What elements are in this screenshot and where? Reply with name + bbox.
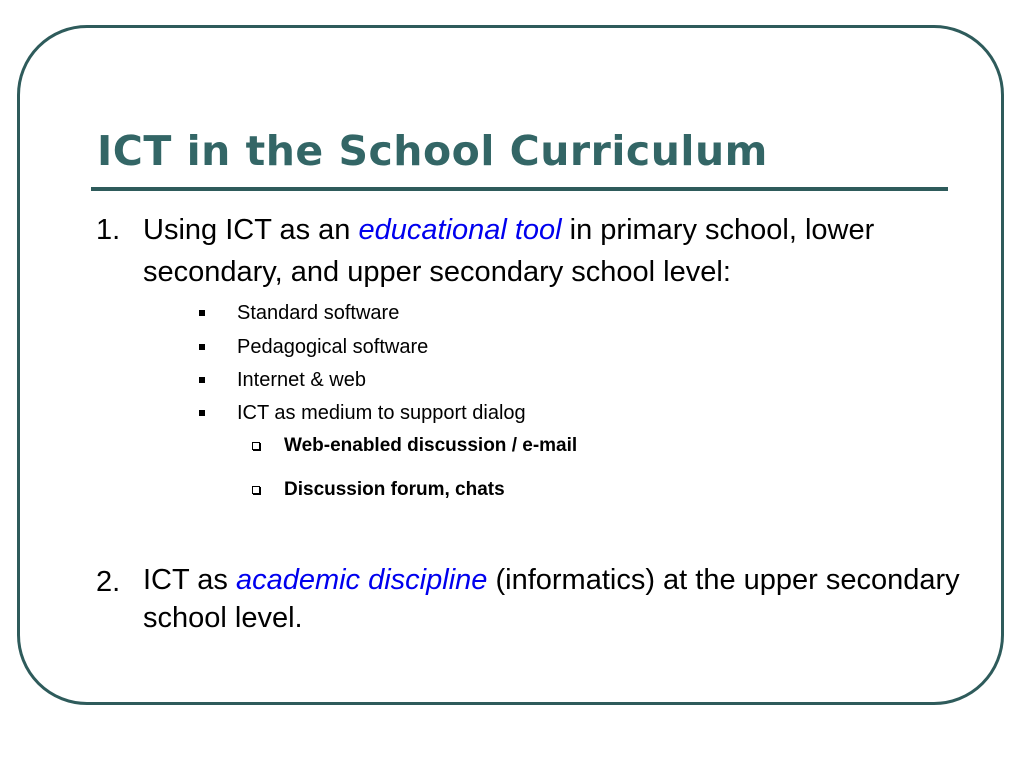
bullet-text: ICT as medium to support dialog	[237, 402, 526, 424]
item-number: 1.	[96, 214, 121, 246]
bullet-text: Pedagogical software	[237, 336, 429, 358]
bullet-text: Internet & web	[237, 369, 366, 391]
item-text-start: ICT as	[143, 564, 236, 596]
item-text	[143, 561, 963, 637]
hollow-square-bullet-icon	[252, 442, 260, 450]
item-text-end: (informatics) at the upper secondary school level.	[143, 564, 960, 634]
bullet-item	[237, 333, 428, 361]
sub-bullet-text: Discussion forum, chats	[284, 479, 505, 500]
item-number: 2.	[96, 566, 121, 598]
bullet-item	[237, 399, 526, 427]
sub-bullet-item	[284, 477, 505, 503]
item-text-start: Using ICT as an	[143, 214, 359, 246]
bullet-item	[237, 366, 366, 394]
emphasis-text: academic discipline	[235, 564, 488, 596]
sub-bullet-text: Web-enabled discussion / e-mail	[284, 435, 578, 456]
slide-title: ICT in the School Curriculum	[97, 127, 768, 175]
emphasis-text: educational tool	[358, 214, 562, 246]
square-bullet-icon	[199, 410, 205, 416]
item-text	[143, 209, 963, 293]
sub-bullet-item	[284, 433, 577, 459]
item-text-end: in primary school, lower secondary, and upper secondary school level:	[143, 214, 875, 288]
bullet-item	[237, 299, 399, 327]
square-bullet-icon	[199, 377, 205, 383]
square-bullet-icon	[199, 310, 205, 316]
square-bullet-icon	[199, 344, 205, 350]
hollow-square-bullet-icon	[252, 486, 260, 494]
bullet-text: Standard software	[237, 302, 400, 324]
title-underline	[91, 187, 948, 191]
